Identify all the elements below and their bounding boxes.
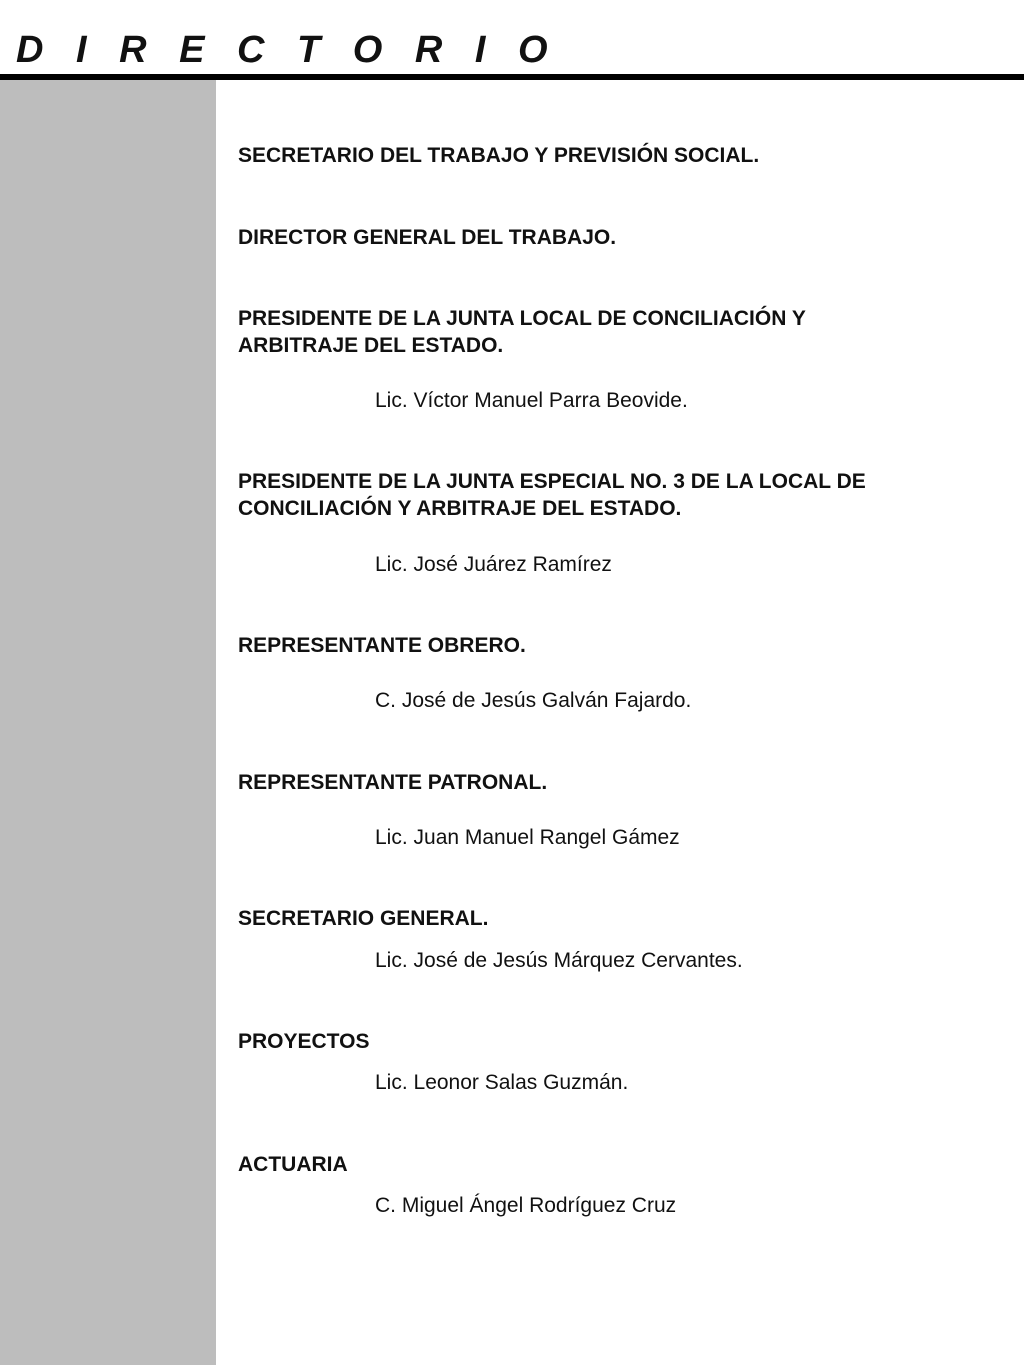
position-proyectos: PROYECTOS <box>238 1030 370 1053</box>
position-representante-patronal: REPRESENTANTE PATRONAL. <box>238 771 548 794</box>
position-secretario-trabajo: SECRETARIO DEL TRABAJO Y PREVISIÓN SOCIAL. <box>238 144 760 167</box>
position-presidente-junta-local <box>238 305 958 359</box>
name-presidente-junta-local: Lic. Víctor Manuel Parra Beovide. <box>375 389 688 412</box>
position-presidente-junta-especial <box>238 468 958 522</box>
position-line: PRESIDENTE DE LA JUNTA LOCAL DE CONCILIACIÓN Y <box>238 307 806 330</box>
left-gray-band <box>0 80 216 1365</box>
header-divider <box>0 74 1024 80</box>
name-presidente-junta-especial: Lic. José Juárez Ramírez <box>375 553 612 576</box>
name-proyectos: Lic. Leonor Salas Guzmán. <box>375 1071 629 1094</box>
position-representante-obrero: REPRESENTANTE OBRERO. <box>238 634 526 657</box>
page-title: D I R E C T O R I O <box>16 29 559 71</box>
name-representante-obrero: C. José de Jesús Galván Fajardo. <box>375 689 692 712</box>
position-line: CONCILIACIÓN Y ARBITRAJE DEL ESTADO. <box>238 497 682 520</box>
name-actuaria: C. Miguel Ángel Rodríguez Cruz <box>375 1194 677 1217</box>
name-representante-patronal: Lic. Juan Manuel Rangel Gámez <box>375 826 680 849</box>
position-director-general: DIRECTOR GENERAL DEL TRABAJO. <box>238 226 617 249</box>
position-line: ARBITRAJE DEL ESTADO. <box>238 334 504 357</box>
position-line: PRESIDENTE DE LA JUNTA ESPECIAL NO. 3 DE LA LOCAL DE <box>238 470 866 493</box>
name-secretario-general: Lic. José de Jesús Márquez Cervantes. <box>375 949 743 972</box>
position-secretario-general: SECRETARIO GENERAL. <box>238 907 489 930</box>
position-actuaria: ACTUARIA <box>238 1153 348 1176</box>
